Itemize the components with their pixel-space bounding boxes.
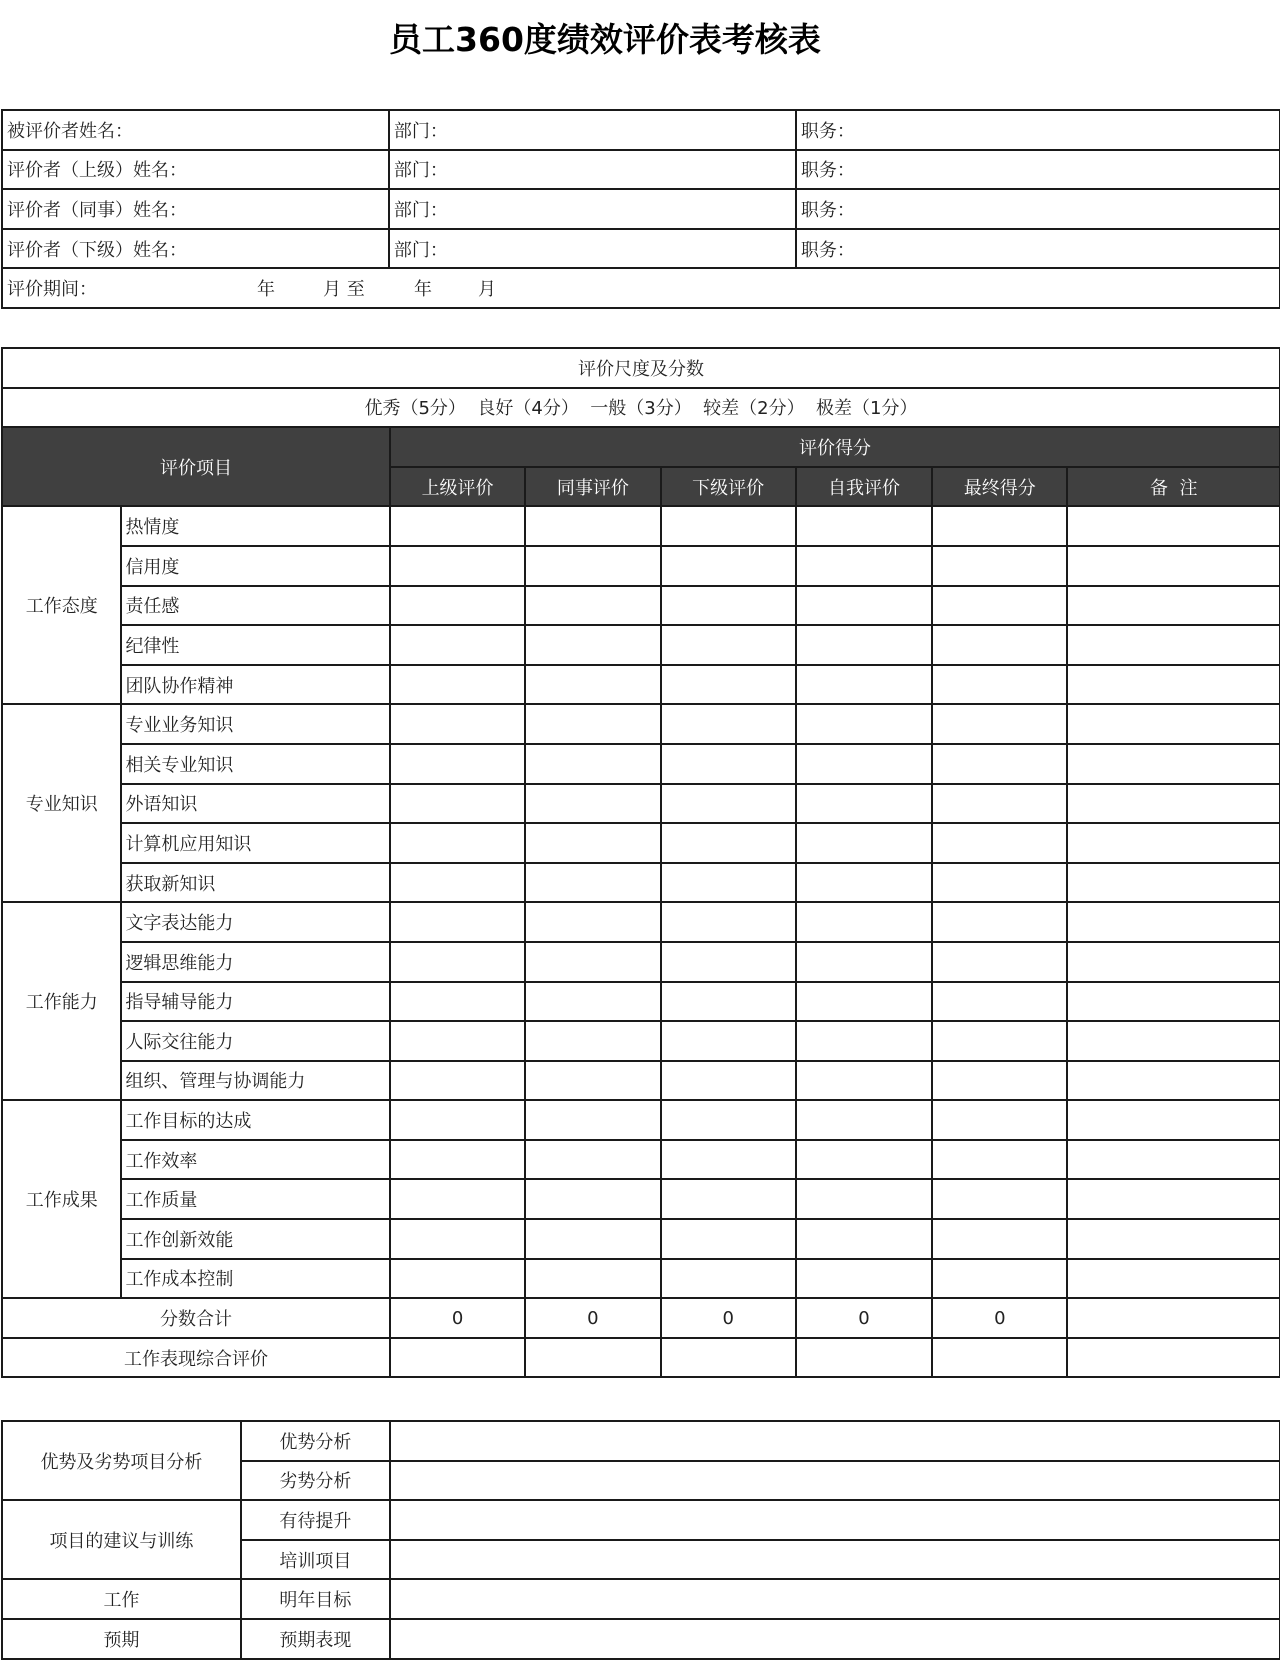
strength-label: 优势分析 (241, 1421, 390, 1461)
superior-name-field[interactable]: 评价者（上级）姓名： (2, 150, 389, 190)
subordinate-score-cell[interactable] (661, 546, 796, 586)
evaluation-item-label: 计算机应用知识 (121, 823, 389, 863)
evaluation-row (2, 863, 1280, 903)
subordinate-score-cell[interactable] (661, 784, 796, 824)
superior-score-cell[interactable] (390, 902, 525, 942)
self-score-cell[interactable] (796, 1100, 932, 1140)
remarks-score-cell[interactable] (1067, 1140, 1280, 1180)
header-evaluation-score: 评价得分 (390, 427, 1280, 467)
category-label: 工作能力 (2, 902, 121, 1100)
self-score-cell[interactable] (796, 744, 932, 784)
superior-position-field[interactable]: 职务： (796, 150, 1280, 190)
evaluation-item-label: 团队协作精神 (121, 665, 389, 705)
superior-score-cell[interactable] (390, 546, 525, 586)
total-subordinate: 0 (661, 1298, 796, 1338)
superior-score-cell[interactable] (390, 665, 525, 705)
peer-score-cell[interactable] (525, 823, 660, 863)
remarks-score-cell[interactable] (1067, 1021, 1280, 1061)
info-row (2, 110, 1280, 150)
evaluation-item-label: 工作质量 (121, 1179, 389, 1219)
overall-self-cell[interactable] (796, 1338, 932, 1378)
remarks-score-cell[interactable] (1067, 1219, 1280, 1259)
peer-score-cell[interactable] (525, 902, 660, 942)
header-superior: 上级评价 (390, 467, 525, 507)
peer-position-field[interactable]: 职务： (796, 189, 1280, 229)
subordinate-score-cell[interactable] (661, 744, 796, 784)
total-remarks[interactable] (1067, 1298, 1280, 1338)
peer-score-cell[interactable] (525, 1179, 660, 1219)
subordinate-score-cell[interactable] (661, 625, 796, 665)
subordinate-score-cell[interactable] (661, 1179, 796, 1219)
evaluation-item-label: 外语知识 (121, 784, 389, 824)
subordinate-score-cell[interactable] (661, 665, 796, 705)
evaluation-item-label: 信用度 (121, 546, 389, 586)
superior-score-cell[interactable] (390, 586, 525, 626)
peer-score-cell[interactable] (525, 744, 660, 784)
evaluation-row (2, 1100, 1280, 1140)
evaluation-row (2, 546, 1280, 586)
peer-score-cell[interactable] (525, 586, 660, 626)
peer-score-cell[interactable] (525, 1100, 660, 1140)
overall-peer-cell[interactable] (525, 1338, 660, 1378)
final-score-cell[interactable] (932, 744, 1067, 784)
subordinate-score-cell[interactable] (661, 1021, 796, 1061)
remarks-score-cell[interactable] (1067, 902, 1280, 942)
improvement-label: 有待提升 (241, 1500, 390, 1540)
subordinate-score-cell[interactable] (661, 902, 796, 942)
superior-score-cell[interactable] (390, 1061, 525, 1101)
analysis-row (2, 1579, 1280, 1619)
superior-score-cell[interactable] (390, 625, 525, 665)
superior-score-cell[interactable] (390, 823, 525, 863)
evaluatee-dept-field[interactable]: 部门： (389, 110, 796, 150)
subordinate-score-cell[interactable] (661, 506, 796, 546)
evaluation-row (2, 665, 1280, 705)
final-score-cell[interactable] (932, 863, 1067, 903)
subordinate-score-cell[interactable] (661, 863, 796, 903)
remarks-score-cell[interactable] (1067, 823, 1280, 863)
final-score-cell[interactable] (932, 625, 1067, 665)
peer-dept-field[interactable]: 部门： (389, 189, 796, 229)
subordinate-score-cell[interactable] (661, 942, 796, 982)
final-score-cell[interactable] (932, 1021, 1067, 1061)
peer-score-cell[interactable] (525, 784, 660, 824)
remarks-score-cell[interactable] (1067, 546, 1280, 586)
header-final: 最终得分 (932, 467, 1067, 507)
period-year-start: 年 (257, 279, 275, 301)
evaluation-row (2, 625, 1280, 665)
header-self: 自我评价 (796, 467, 932, 507)
strength-input[interactable] (390, 1421, 1280, 1461)
evaluation-row (2, 902, 1280, 942)
info-row (2, 189, 1280, 229)
subordinate-score-cell[interactable] (661, 982, 796, 1022)
self-score-cell[interactable] (796, 546, 932, 586)
peer-score-cell[interactable] (525, 546, 660, 586)
evaluatee-position-field[interactable]: 职务： (796, 110, 1280, 150)
period-label: 评价期间： (7, 279, 97, 301)
superior-score-cell[interactable] (390, 784, 525, 824)
final-score-cell[interactable] (932, 1140, 1067, 1180)
header-evaluation-item: 评价项目 (2, 427, 390, 506)
final-score-cell[interactable] (932, 982, 1067, 1022)
self-score-cell[interactable] (796, 1259, 932, 1299)
evaluation-period-field[interactable] (2, 268, 1280, 308)
self-score-cell[interactable] (796, 586, 932, 626)
evaluation-item-label: 指导辅导能力 (121, 982, 389, 1022)
subordinate-score-cell[interactable] (661, 823, 796, 863)
evaluation-item-label: 相关专业知识 (121, 744, 389, 784)
self-score-cell[interactable] (796, 863, 932, 903)
final-score-cell[interactable] (932, 784, 1067, 824)
peer-name-field[interactable]: 评价者（同事）姓名： (2, 189, 389, 229)
subordinate-score-cell[interactable] (661, 1061, 796, 1101)
final-score-cell[interactable] (932, 942, 1067, 982)
superior-dept-field[interactable]: 部门： (389, 150, 796, 190)
evaluation-item-label: 组织、管理与协调能力 (121, 1061, 389, 1101)
peer-score-cell[interactable] (525, 665, 660, 705)
superior-score-cell[interactable] (390, 1021, 525, 1061)
self-score-cell[interactable] (796, 665, 932, 705)
remarks-score-cell[interactable] (1067, 704, 1280, 744)
total-peer: 0 (525, 1298, 660, 1338)
period-month-start: 月 至 (323, 279, 365, 301)
subordinate-score-cell[interactable] (661, 1259, 796, 1299)
evaluation-row (2, 784, 1280, 824)
self-score-cell[interactable] (796, 1140, 932, 1180)
remarks-score-cell[interactable] (1067, 506, 1280, 546)
evaluation-table (1, 347, 1280, 1378)
subordinate-score-cell[interactable] (661, 704, 796, 744)
overall-remarks-cell[interactable] (1067, 1338, 1280, 1378)
header-peer: 同事评价 (525, 467, 660, 507)
remarks-score-cell[interactable] (1067, 942, 1280, 982)
analysis-table (1, 1420, 1280, 1660)
remarks-score-cell[interactable] (1067, 1061, 1280, 1101)
overall-row (2, 1338, 1280, 1378)
overall-superior-cell[interactable] (390, 1338, 525, 1378)
peer-score-cell[interactable] (525, 1140, 660, 1180)
expected-performance-input[interactable] (390, 1619, 1280, 1659)
evaluation-row (2, 704, 1280, 744)
self-score-cell[interactable] (796, 506, 932, 546)
evaluation-row (2, 823, 1280, 863)
final-score-cell[interactable] (932, 665, 1067, 705)
scale-levels: 优秀（5分） 良好（4分） 一般（3分） 较差（2分） 极差（1分） (2, 388, 1280, 428)
training-label: 培训项目 (241, 1540, 390, 1580)
superior-score-cell[interactable] (390, 506, 525, 546)
next-year-goal-label: 明年目标 (241, 1579, 390, 1619)
remarks-score-cell[interactable] (1067, 625, 1280, 665)
self-score-cell[interactable] (796, 784, 932, 824)
subordinate-score-cell[interactable] (661, 1219, 796, 1259)
subordinate-dept-field[interactable]: 部门： (389, 229, 796, 269)
evaluation-item-label: 工作创新效能 (121, 1219, 389, 1259)
evaluation-item-label: 获取新知识 (121, 863, 389, 903)
evaluation-row (2, 1179, 1280, 1219)
self-score-cell[interactable] (796, 942, 932, 982)
evaluation-item-label: 文字表达能力 (121, 902, 389, 942)
weakness-label: 劣势分析 (241, 1461, 390, 1501)
superior-score-cell[interactable] (390, 942, 525, 982)
self-score-cell[interactable] (796, 625, 932, 665)
overall-subordinate-cell[interactable] (661, 1338, 796, 1378)
next-year-goal-input[interactable] (390, 1579, 1280, 1619)
remarks-score-cell[interactable] (1067, 586, 1280, 626)
final-score-cell[interactable] (932, 1061, 1067, 1101)
final-score-cell[interactable] (932, 1259, 1067, 1299)
header-remarks: 备 注 (1067, 467, 1280, 507)
superior-score-cell[interactable] (390, 1100, 525, 1140)
evaluation-row (2, 942, 1280, 982)
peer-score-cell[interactable] (525, 506, 660, 546)
info-table (1, 109, 1280, 309)
peer-score-cell[interactable] (525, 863, 660, 903)
evaluation-row (2, 982, 1280, 1022)
self-score-cell[interactable] (796, 1021, 932, 1061)
evaluation-item-label: 责任感 (121, 586, 389, 626)
evaluation-item-label: 工作成本控制 (121, 1259, 389, 1299)
evaluation-item-label: 逻辑思维能力 (121, 942, 389, 982)
final-score-cell[interactable] (932, 546, 1067, 586)
totals-row (2, 1298, 1280, 1338)
final-score-cell[interactable] (932, 704, 1067, 744)
category-label: 工作态度 (2, 506, 121, 704)
subordinate-score-cell[interactable] (661, 1100, 796, 1140)
expectation-label: 预期 (2, 1619, 241, 1659)
final-score-cell[interactable] (932, 1179, 1067, 1219)
subordinate-position-field[interactable]: 职务： (796, 229, 1280, 269)
remarks-score-cell[interactable] (1067, 784, 1280, 824)
superior-score-cell[interactable] (390, 982, 525, 1022)
weakness-input[interactable] (390, 1461, 1280, 1501)
peer-score-cell[interactable] (525, 704, 660, 744)
total-self: 0 (796, 1298, 932, 1338)
peer-score-cell[interactable] (525, 942, 660, 982)
peer-score-cell[interactable] (525, 982, 660, 1022)
superior-score-cell[interactable] (390, 1179, 525, 1219)
evaluation-item-label: 工作目标的达成 (121, 1100, 389, 1140)
total-superior: 0 (390, 1298, 525, 1338)
scale-title: 评价尺度及分数 (2, 348, 1280, 388)
self-score-cell[interactable] (796, 704, 932, 744)
remarks-score-cell[interactable] (1067, 1259, 1280, 1299)
evaluation-row (2, 1259, 1280, 1299)
superior-score-cell[interactable] (390, 1140, 525, 1180)
period-row (2, 268, 1280, 308)
category-label: 专业知识 (2, 704, 121, 902)
expected-performance-label: 预期表现 (241, 1619, 390, 1659)
header-row (2, 427, 1280, 467)
evaluation-item-label: 工作效率 (121, 1140, 389, 1180)
period-year-end: 年 (414, 279, 432, 301)
self-score-cell[interactable] (796, 982, 932, 1022)
peer-score-cell[interactable] (525, 625, 660, 665)
overall-final-cell[interactable] (932, 1338, 1067, 1378)
self-score-cell[interactable] (796, 823, 932, 863)
evaluation-item-label: 人际交往能力 (121, 1021, 389, 1061)
remarks-score-cell[interactable] (1067, 665, 1280, 705)
evaluation-row (2, 1140, 1280, 1180)
peer-score-cell[interactable] (525, 1021, 660, 1061)
superior-score-cell[interactable] (390, 744, 525, 784)
evaluatee-name-field[interactable]: 被评价者姓名： (2, 110, 389, 150)
page-title: 员工360度绩效评价表考核表 (389, 20, 821, 59)
header-subordinate: 下级评价 (661, 467, 796, 507)
remarks-score-cell[interactable] (1067, 982, 1280, 1022)
superior-score-cell[interactable] (390, 1259, 525, 1299)
analysis-row (2, 1619, 1280, 1659)
final-score-cell[interactable] (932, 1219, 1067, 1259)
final-score-cell[interactable] (932, 1100, 1067, 1140)
superior-score-cell[interactable] (390, 704, 525, 744)
self-score-cell[interactable] (796, 902, 932, 942)
evaluation-row (2, 586, 1280, 626)
improvement-input[interactable] (390, 1500, 1280, 1540)
evaluation-item-label: 纪律性 (121, 625, 389, 665)
peer-score-cell[interactable] (525, 1061, 660, 1101)
evaluation-row (2, 506, 1280, 546)
remarks-score-cell[interactable] (1067, 1179, 1280, 1219)
strength-weakness-label: 优势及劣势项目分析 (2, 1421, 241, 1500)
info-row (2, 150, 1280, 190)
evaluation-item-label: 专业业务知识 (121, 704, 389, 744)
period-month-end: 月 (478, 279, 496, 301)
totals-label: 分数合计 (2, 1298, 390, 1338)
final-score-cell[interactable] (932, 902, 1067, 942)
info-row (2, 229, 1280, 269)
analysis-row (2, 1421, 1280, 1461)
subordinate-score-cell[interactable] (661, 1140, 796, 1180)
remarks-score-cell[interactable] (1067, 1100, 1280, 1140)
peer-score-cell[interactable] (525, 1259, 660, 1299)
category-label: 工作成果 (2, 1100, 121, 1298)
analysis-row (2, 1500, 1280, 1540)
final-score-cell[interactable] (932, 506, 1067, 546)
remarks-score-cell[interactable] (1067, 744, 1280, 784)
evaluation-row (2, 744, 1280, 784)
superior-score-cell[interactable] (390, 1219, 525, 1259)
final-score-cell[interactable] (932, 823, 1067, 863)
evaluation-row (2, 1219, 1280, 1259)
self-score-cell[interactable] (796, 1061, 932, 1101)
work-label: 工作 (2, 1579, 241, 1619)
training-input[interactable] (390, 1540, 1280, 1580)
evaluation-row (2, 1061, 1280, 1101)
suggestion-training-label: 项目的建议与训练 (2, 1500, 241, 1579)
subordinate-name-field[interactable]: 评价者（下级）姓名： (2, 229, 389, 269)
final-score-cell[interactable] (932, 586, 1067, 626)
superior-score-cell[interactable] (390, 863, 525, 903)
overall-label: 工作表现综合评价 (2, 1338, 390, 1378)
self-score-cell[interactable] (796, 1219, 932, 1259)
total-final: 0 (932, 1298, 1067, 1338)
subordinate-score-cell[interactable] (661, 586, 796, 626)
remarks-score-cell[interactable] (1067, 863, 1280, 903)
peer-score-cell[interactable] (525, 1219, 660, 1259)
evaluation-row (2, 1021, 1280, 1061)
self-score-cell[interactable] (796, 1179, 932, 1219)
evaluation-item-label: 热情度 (121, 506, 389, 546)
